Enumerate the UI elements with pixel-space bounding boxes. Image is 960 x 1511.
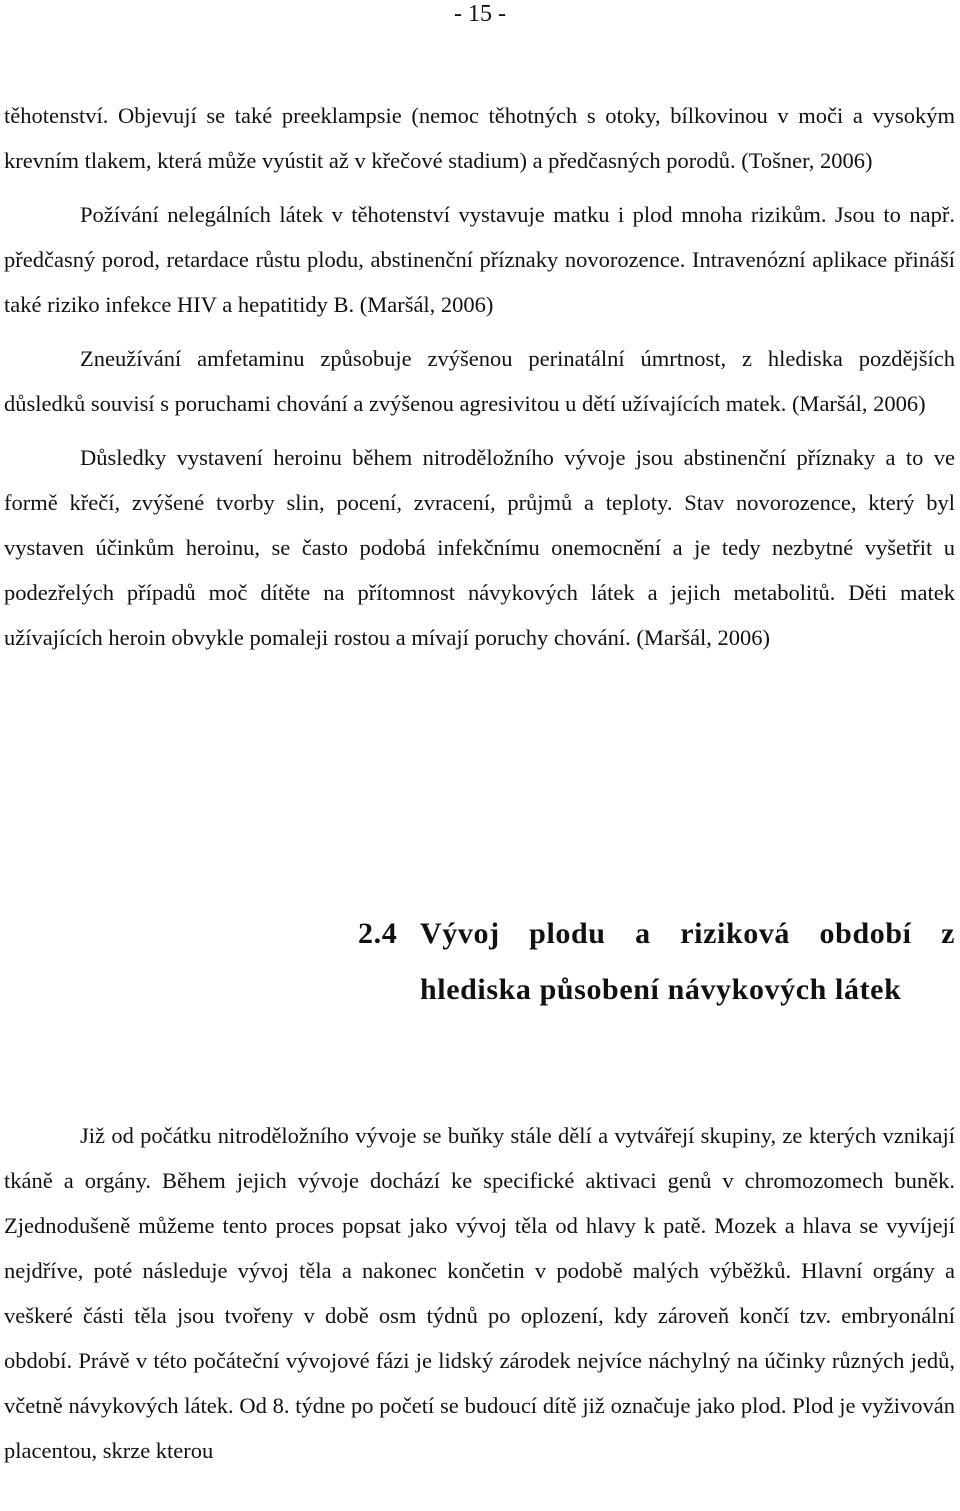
page-number: - 15 - — [454, 1, 506, 27]
paragraph-fetal-development: Již od počátku nitroděložního vývoje se buňky stále dělí a vytvářejí skupiny, ze kterých vznikají tkáně a orgány. Během jejich vývoje dochází ke specifické aktivaci genů v chromozomech buněk. Zjednodušeně můžeme tento proces popsat jako vývoj těla od hlavy k patě. Mozek a hlava se vyvíjejí nejdříve, poté následuje vývoj těla a nakonec končetin v podobě malých výběžků. Hlavní orgány a veškeré části těla jsou tvořeny v době osm týdnů po oplození, kdy zároveň končí tzv. embryonální období. Právě v této počáteční vývojové fázi je lidský zárodek nejvíce náchylný na účinky různých jedů, včetně návykových látek. Od 8. týdne po početí se budoucí dítě již označuje jako plod. Plod je vyživován placentou, skrze kterou — [4, 1123, 955, 1463]
text-block-top — [4, 93, 955, 660]
paragraph-illegal-substances: Požívání nelegálních látek v těhotenství vystavuje matku i plod mnoha rizikům. Jsou to např. předčasný porod, retardace růstu plodu, abstinenční příznaky novorozence. Intravenózní aplikace přináší také riziko infekce HIV a hepatitidy B. (Maršál, 2006) — [4, 202, 955, 317]
text-block-bottom — [4, 1113, 955, 1473]
section-heading — [358, 906, 955, 1018]
paragraph-heroin: Důsledky vystavení heroinu během nitroděložního vývoje jsou abstinenční příznaky a to ve formě křečí, zvýšené tvorby slin, pocení, zvracení, průjmů a teploty. Stav novorozence, který byl vystaven účinkům heroinu, se často podobá infekčnímu onemocnění a je tedy nezbytné vyšetřit u podezřelých případů moč dítěte na přítomnost návykových látek a jejich metabolitů. Děti matek užívajících heroin obvykle pomaleji rostou a mívají poruchy chování. (Maršál, 2006) — [4, 445, 955, 650]
section-number: 2.4 — [358, 917, 398, 950]
section-title: Vývoj plodu a riziková období z hlediska působení návykových látek — [420, 917, 955, 1006]
paragraph-amphetamine: Zneužívání amfetaminu způsobuje zvýšenou perinatální úmrtnost, z hlediska pozdějších důsledků souvisí s poruchami chování a zvýšenou agresivitou u dětí užívajících matek. (Maršál, 2006) — [4, 346, 955, 416]
paragraph-continuation: těhotenství. Objevují se také preeklampsie (nemoc těhotných s otoky, bílkovinou v moči a vysokým krevním tlakem, která může vyústit až v křečové stadium) a předčasných porodů. (Tošner, 2006) — [4, 103, 955, 173]
